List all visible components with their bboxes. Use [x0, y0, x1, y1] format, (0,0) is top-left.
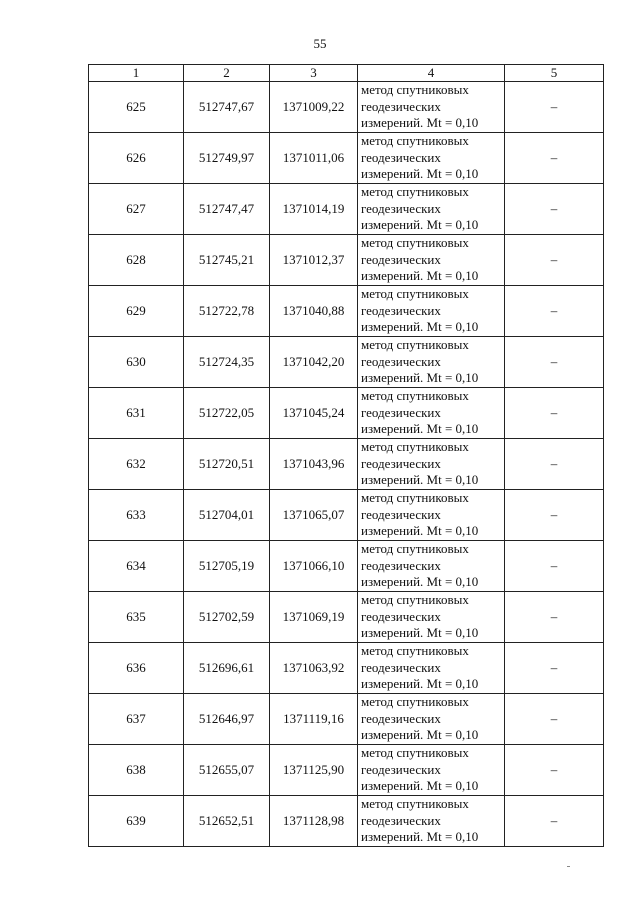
column-header: 1: [89, 65, 184, 82]
table-row: [89, 439, 604, 490]
table-row: [89, 694, 604, 745]
x-coordinate-cell: 512655,07: [184, 745, 270, 796]
method-cell: метод спутниковых геодезических измерений. Mt = 0,10: [358, 184, 505, 235]
note-cell: –: [505, 490, 604, 541]
y-coordinate-cell: 1371012,37: [270, 235, 358, 286]
point-number-cell: 637: [89, 694, 184, 745]
coordinates-table: [88, 64, 604, 847]
point-number-cell: 627: [89, 184, 184, 235]
method-cell: метод спутниковых геодезических измерений. Mt = 0,10: [358, 541, 505, 592]
note-cell: –: [505, 643, 604, 694]
method-cell: метод спутниковых геодезических измерений. Mt = 0,10: [358, 337, 505, 388]
note-cell: –: [505, 388, 604, 439]
point-number-cell: 629: [89, 286, 184, 337]
method-cell: метод спутниковых геодезических измерений. Mt = 0,10: [358, 643, 505, 694]
x-coordinate-cell: 512724,35: [184, 337, 270, 388]
y-coordinate-cell: 1371009,22: [270, 82, 358, 133]
column-header: 5: [505, 65, 604, 82]
note-cell: –: [505, 439, 604, 490]
table-row: [89, 796, 604, 847]
y-coordinate-cell: 1371011,06: [270, 133, 358, 184]
y-coordinate-cell: 1371063,92: [270, 643, 358, 694]
point-number-cell: 626: [89, 133, 184, 184]
y-coordinate-cell: 1371043,96: [270, 439, 358, 490]
y-coordinate-cell: 1371042,20: [270, 337, 358, 388]
x-coordinate-cell: 512646,97: [184, 694, 270, 745]
point-number-cell: 639: [89, 796, 184, 847]
note-cell: –: [505, 184, 604, 235]
method-cell: метод спутниковых геодезических измерений. Mt = 0,10: [358, 286, 505, 337]
note-cell: –: [505, 133, 604, 184]
point-number-cell: 635: [89, 592, 184, 643]
method-cell: метод спутниковых геодезических измерений. Mt = 0,10: [358, 592, 505, 643]
note-cell: –: [505, 541, 604, 592]
x-coordinate-cell: 512696,61: [184, 643, 270, 694]
x-coordinate-cell: 512722,78: [184, 286, 270, 337]
method-cell: метод спутниковых геодезических измерений. Mt = 0,10: [358, 388, 505, 439]
table-row: [89, 337, 604, 388]
point-number-cell: 634: [89, 541, 184, 592]
y-coordinate-cell: 1371066,10: [270, 541, 358, 592]
method-cell: метод спутниковых геодезических измерений. Mt = 0,10: [358, 796, 505, 847]
y-coordinate-cell: 1371045,24: [270, 388, 358, 439]
x-coordinate-cell: 512749,97: [184, 133, 270, 184]
note-cell: –: [505, 745, 604, 796]
y-coordinate-cell: 1371119,16: [270, 694, 358, 745]
table-row: [89, 286, 604, 337]
point-number-cell: 625: [89, 82, 184, 133]
note-cell: –: [505, 286, 604, 337]
method-cell: метод спутниковых геодезических измерений. Mt = 0,10: [358, 745, 505, 796]
x-coordinate-cell: 512652,51: [184, 796, 270, 847]
x-coordinate-cell: 512705,19: [184, 541, 270, 592]
y-coordinate-cell: 1371040,88: [270, 286, 358, 337]
table-row: [89, 82, 604, 133]
method-cell: метод спутниковых геодезических измерений. Mt = 0,10: [358, 133, 505, 184]
page-number: 55: [313, 36, 327, 51]
column-header: 2: [184, 65, 270, 82]
table-row: [89, 133, 604, 184]
y-coordinate-cell: 1371014,19: [270, 184, 358, 235]
table-row: [89, 490, 604, 541]
table-row: [89, 184, 604, 235]
y-coordinate-cell: 1371069,19: [270, 592, 358, 643]
point-number-cell: 636: [89, 643, 184, 694]
table-row: [89, 745, 604, 796]
table-row: [89, 592, 604, 643]
x-coordinate-cell: 512747,47: [184, 184, 270, 235]
table-row: [89, 388, 604, 439]
point-number-cell: 632: [89, 439, 184, 490]
x-coordinate-cell: 512722,05: [184, 388, 270, 439]
table-row: [89, 235, 604, 286]
point-number-cell: 630: [89, 337, 184, 388]
column-header: 4: [358, 65, 505, 82]
x-coordinate-cell: 512704,01: [184, 490, 270, 541]
note-cell: –: [505, 235, 604, 286]
y-coordinate-cell: 1371065,07: [270, 490, 358, 541]
y-coordinate-cell: 1371125,90: [270, 745, 358, 796]
table-header-row: [89, 65, 604, 82]
method-cell: метод спутниковых геодезических измерений. Mt = 0,10: [358, 490, 505, 541]
point-number-cell: 638: [89, 745, 184, 796]
method-cell: метод спутниковых геодезических измерений. Mt = 0,10: [358, 82, 505, 133]
point-number-cell: 633: [89, 490, 184, 541]
table-row: [89, 541, 604, 592]
x-coordinate-cell: 512702,59: [184, 592, 270, 643]
x-coordinate-cell: 512747,67: [184, 82, 270, 133]
x-coordinate-cell: 512745,21: [184, 235, 270, 286]
point-number-cell: 631: [89, 388, 184, 439]
note-cell: –: [505, 337, 604, 388]
method-cell: метод спутниковых геодезических измерений. Mt = 0,10: [358, 235, 505, 286]
note-cell: –: [505, 592, 604, 643]
y-coordinate-cell: 1371128,98: [270, 796, 358, 847]
note-cell: –: [505, 82, 604, 133]
scan-mark: [567, 866, 570, 867]
x-coordinate-cell: 512720,51: [184, 439, 270, 490]
table-row: [89, 643, 604, 694]
method-cell: метод спутниковых геодезических измерений. Mt = 0,10: [358, 439, 505, 490]
column-header: 3: [270, 65, 358, 82]
point-number-cell: 628: [89, 235, 184, 286]
note-cell: –: [505, 796, 604, 847]
method-cell: метод спутниковых геодезических измерений. Mt = 0,10: [358, 694, 505, 745]
note-cell: –: [505, 694, 604, 745]
